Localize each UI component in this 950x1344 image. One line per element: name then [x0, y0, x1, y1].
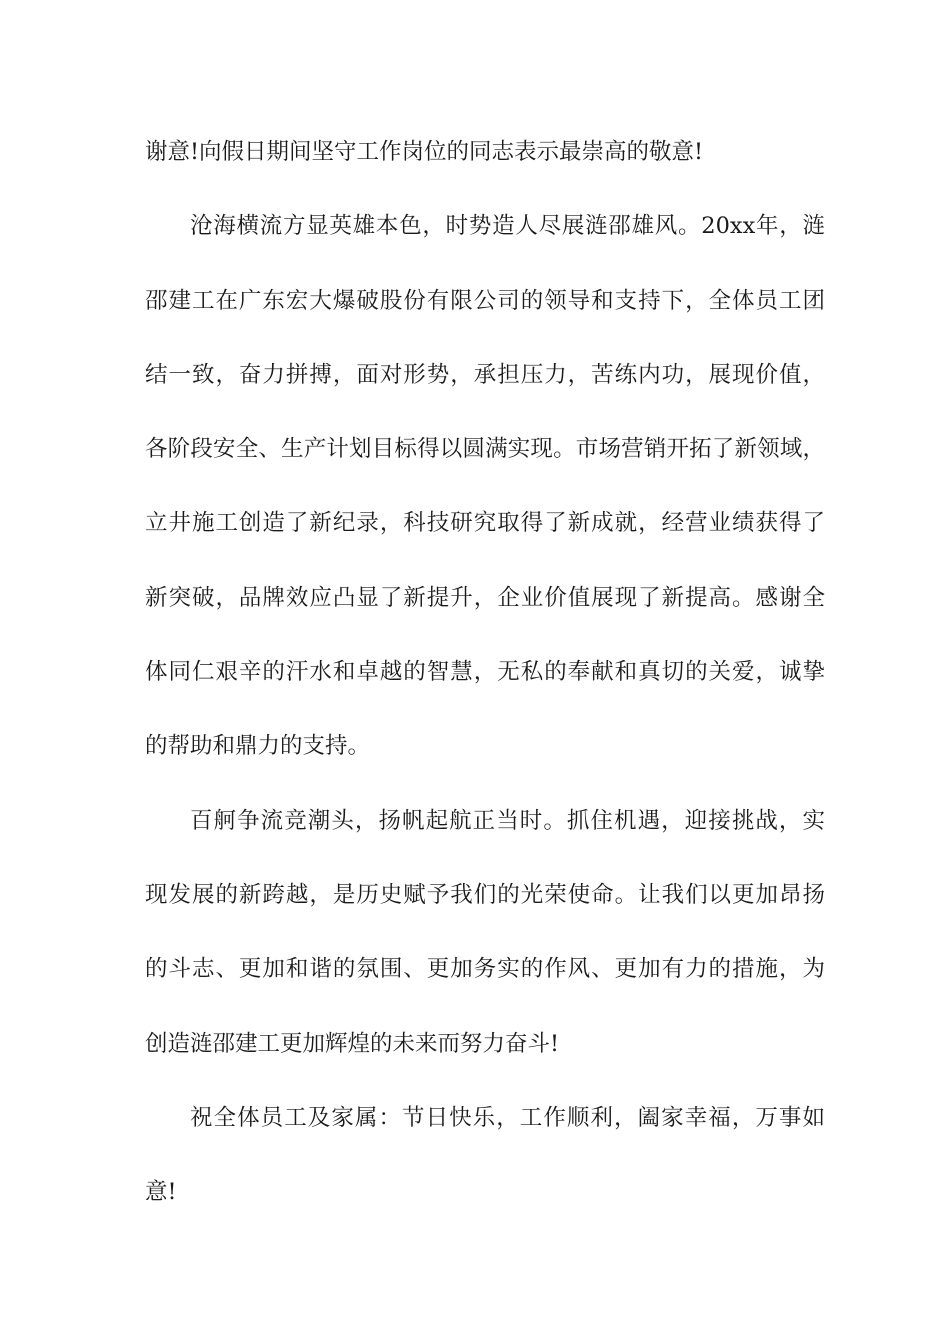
- text-line: 立井施工创造了新纪录，科技研究取得了新成就，经营业绩获得了: [145, 510, 825, 537]
- document-body: [145, 127, 825, 1241]
- text-line: 沧海横流方显英雄本色，时势造人尽展涟邵雄风。20xx年，涟: [190, 213, 825, 240]
- text-line: 体同仁艰辛的汗水和卓越的智慧，无私的奉献和真切的关爱，诚挚: [145, 659, 825, 686]
- text-line: 现发展的新跨越，是历史赋予我们的光荣使命。让我们以更加昂扬: [145, 881, 825, 908]
- text-line: 意!: [145, 1179, 177, 1206]
- text-line: 邵建工在广东宏大爆破股份有限公司的领导和支持下，全体员工团: [145, 287, 825, 314]
- text-line: 祝全体员工及家属：节日快乐，工作顺利，阖家幸福，万事如: [190, 1104, 825, 1131]
- text-line: 创造涟邵建工更加辉煌的未来而努力奋斗!: [145, 1030, 560, 1057]
- text-line: 新突破，品牌效应凸显了新提升，企业价值展现了新提高。感谢全: [145, 584, 825, 611]
- text-line: 谢意!向假日期间坚守工作岗位的同志表示最崇高的敬意!: [145, 139, 704, 165]
- text-line: 百舸争流竞潮头，扬帆起航正当时。抓住机遇，迎接挑战，实: [190, 807, 825, 834]
- text-line: 结一致，奋力拼搏，面对形势，承担压力，苦练内功，展现价值，: [145, 361, 825, 388]
- text-line: 各阶段安全、生产计划目标得以圆满实现。市场营销开拓了新领域，: [145, 436, 825, 463]
- text-line: 的帮助和鼎力的支持。: [145, 733, 371, 760]
- text-line: 的斗志、更加和谐的氛围、更加务实的作风、更加有力的措施，为: [145, 956, 825, 983]
